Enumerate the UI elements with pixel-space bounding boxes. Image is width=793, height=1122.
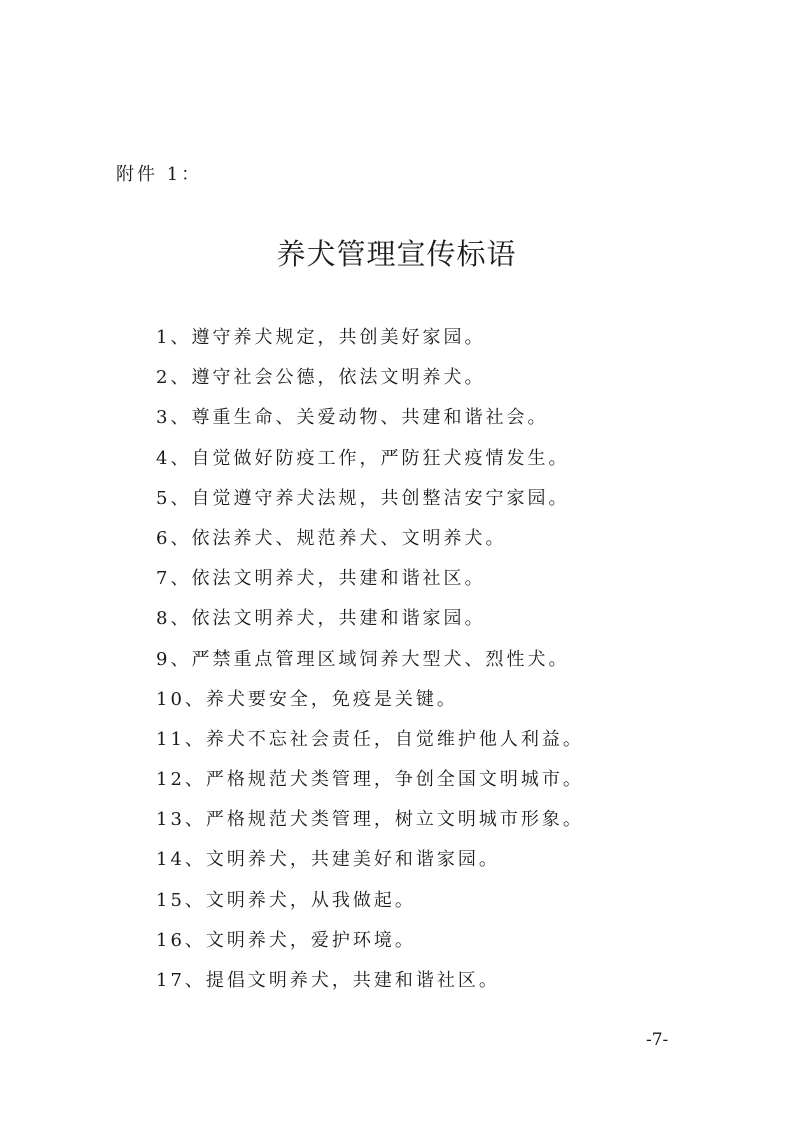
slogan-item-10: 10、养犬要安全，免疫是关键。	[156, 688, 458, 710]
slogan-item-6: 6、依法养犬、规范养犬、文明养犬。	[156, 527, 507, 549]
slogan-item-9: 9、严禁重点管理区域饲养大型犬、烈性犬。	[156, 648, 570, 670]
slogan-item-5: 5、自觉遵守养犬法规，共创整洁安宁家园。	[156, 487, 570, 509]
slogan-item-15: 15、文明养犬，从我做起。	[156, 889, 416, 911]
slogan-item-1: 1、遵守养犬规定，共创美好家园。	[156, 327, 486, 348]
page-number: -7-	[646, 1030, 669, 1050]
slogan-item-16: 16、文明养犬，爱护环境。	[156, 929, 416, 951]
slogan-item-3: 3、尊重生命、关爱动物、共建和谐社会。	[156, 407, 549, 429]
document-title: 养犬管理宣传标语	[276, 237, 517, 271]
slogan-item-8: 8、依法文明养犬，共建和谐家园。	[156, 608, 486, 630]
slogan-list	[156, 318, 584, 1001]
slogan-item-11: 11、养犬不忘社会责任，自觉维护他人利益。	[156, 728, 584, 750]
attachment-label: 附件 1：	[116, 164, 203, 185]
slogan-item-17: 17、提倡文明养犬，共建和谐社区。	[156, 970, 500, 991]
slogan-item-2: 2、遵守社会公德，依法文明养犬。	[156, 367, 486, 389]
slogan-item-7: 7、依法文明养犬，共建和谐社区。	[156, 568, 486, 590]
slogan-item-12: 12、严格规范犬类管理，争创全国文明城市。	[156, 769, 584, 791]
slogan-item-13: 13、严格规范犬类管理，树立文明城市形象。	[156, 809, 584, 831]
slogan-item-14: 14、文明养犬，共建美好和谐家园。	[156, 849, 500, 871]
slogan-item-4: 4、自觉做好防疫工作，严防狂犬疫情发生。	[156, 447, 570, 469]
